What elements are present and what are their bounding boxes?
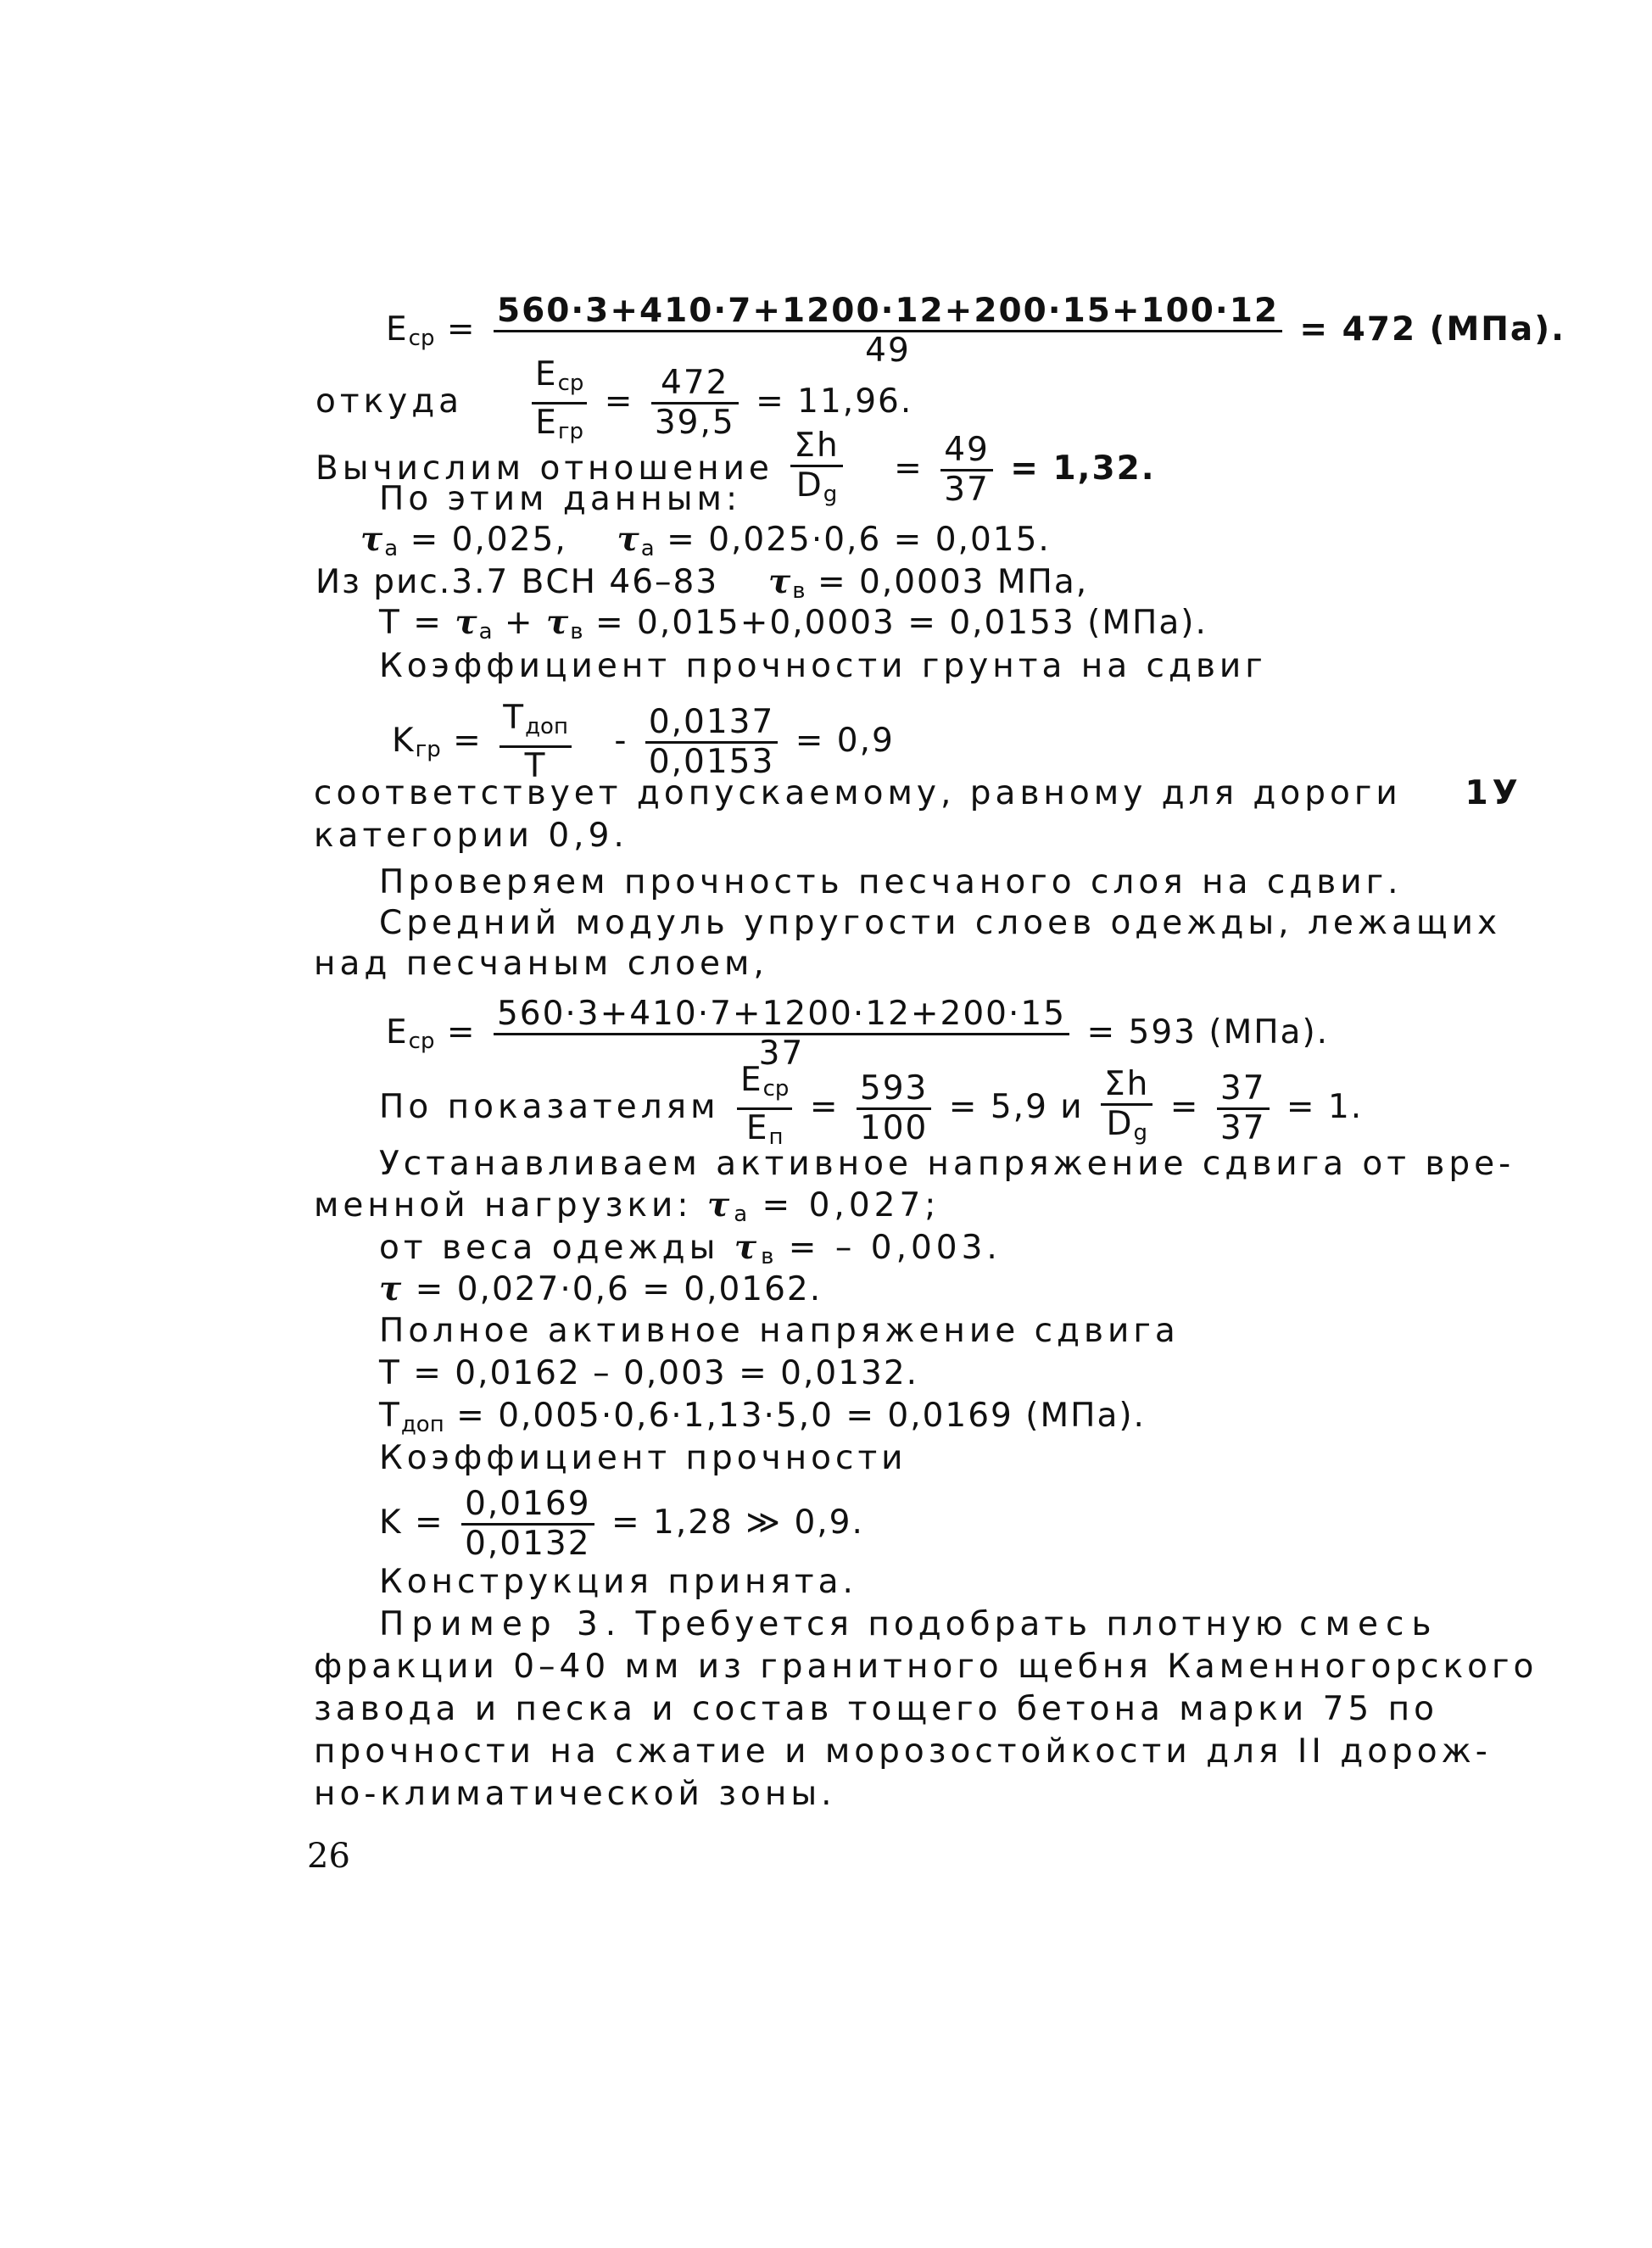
equation-tau-a: $\tau_a = 0,025$, $\tau_a = 0,025\cdot 0,6 = 0,015$. <box>360 520 1051 561</box>
equation-tau-b: Из рис.3.7 ВСН 46–83 $\tau_в = 0,0003$ МПа, <box>315 562 1089 604</box>
equation-mean-modulus: $E_{ср}$ = $\frac{560\cdot 3+410\cdot 7+1200\cdot 12+200\cdot 15+100\cdot 12}{49}$ = 472 (МПа). <box>386 292 1565 370</box>
equation-indicators: По показателям $\frac{E_{ср}}{E_п}$ = $\frac{593}{100}$ = 5,9 и $\frac{\Sigma h}{D_g}$ = $\frac{37}{37}$ = 1. <box>379 1061 1364 1150</box>
equation-total-tau: $T = \tau_a + \tau_в = 0,015+0,0003 = 0,0153$ (МПа). <box>379 603 1208 644</box>
text-line: $T_{доп} = 0,005\cdot 0,6\cdot 1,13\cdot 5,0 = 0,0169$ (МПа). <box>379 1397 1146 1437</box>
text-line: но-климатической зоны. <box>314 1775 836 1813</box>
text-line: от веса одежды $\tau_в$ = – 0,003. <box>379 1228 1002 1269</box>
equation-mean-modulus-sand: $E_{ср}$ = $\frac{560\cdot 3+410\cdot 7+1200\cdot 12+200\cdot 15}{37}$ = 593 (МПа). <box>386 995 1330 1073</box>
equation-ratio-modulus: откуда $\frac{E_{ср}}{E_{гр}}$ = $\frac{472}{39,5}$ = 11,96. <box>315 355 913 444</box>
text-line: прочности на сжатие и морозостойкости для II дорож- <box>314 1732 1492 1771</box>
equation-final-coef: K = $\frac{0,0169}{0,0132}$ = 1,28 ≫ 0,9. <box>379 1485 864 1563</box>
text-line: фракции 0–40 мм из гранитного щебня Каменногорского <box>314 1648 1538 1686</box>
page-number: 26 <box>307 1837 350 1876</box>
text-line: Коэффициент прочности <box>379 1439 907 1477</box>
text-line: Проверяем прочность песчаного слоя на сдвиг. <box>379 863 1403 901</box>
fraction: $\frac{560\cdot 3+410\cdot 7+1200\cdot 12+200\cdot 15+100\cdot 12}{49}$ <box>494 293 1282 370</box>
equation-thickness-ratio: Вычислим отношение $\frac{\Sigma h}{D_g}$ = $\frac{49}{37}$ = 1,32. <box>315 427 1156 509</box>
text-line: По этим данным: <box>379 480 742 518</box>
text-line: над песчаным слоем, <box>314 945 768 983</box>
text-line: Конструкция принята. <box>379 1563 857 1601</box>
text-line: Коэффициент прочности грунта на сдвиг <box>379 647 1267 685</box>
text-line: T = 0,0162 – 0,003 = 0,0132. <box>379 1354 919 1392</box>
text-line: менной нагрузки: $\tau_a = 0,027$; <box>314 1185 940 1227</box>
text-line: τ = 0,027·0,6 = 0,0162. <box>379 1269 823 1308</box>
text-line: завода и песка и состав тощего бетона марки 75 по <box>314 1690 1438 1728</box>
text-line: Устанавливаем активное напряжение сдвига от вре- <box>379 1145 1515 1183</box>
text-line: Полное активное напряжение сдвига <box>379 1312 1180 1350</box>
text-line: категории 0,9. <box>314 817 628 855</box>
equation-strength-coef: $K_{гр}$ = $\frac{T_{доп}}{T}$ - $\frac{0,0137}{0,0153}$ = 0,9 <box>392 699 895 785</box>
text-line: Средний модуль упругости слоев одежды, лежащих <box>379 904 1502 942</box>
text-line: соответствует допускаемому, равному для дороги 1У <box>314 774 1522 812</box>
text-line: Пример 3. Требуется подобрать плотную смесь <box>379 1605 1439 1643</box>
